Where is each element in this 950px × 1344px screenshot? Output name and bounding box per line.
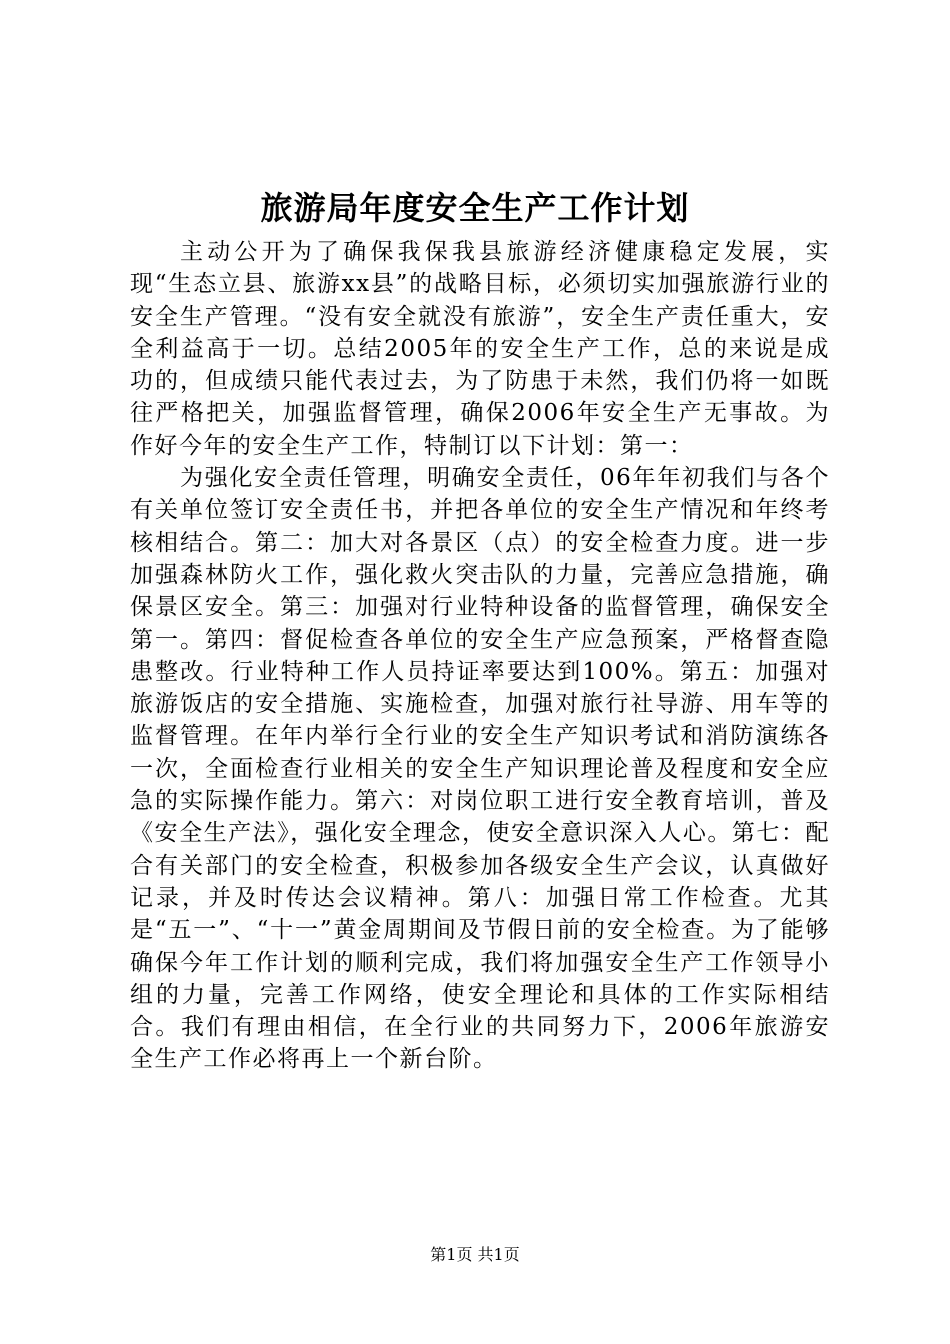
paragraph-plan-items: 为强化安全责任管理，明确安全责任，06年年初我们与各个有关单位签订安全责任书，并把各单位的安全生产情况和年终考核相结合。第二：加大对各景区（点）的安全检查力度。进一步加强森林防火工作，强化救火突击队的力量，完善应急措施，确保景区安全。第三：加强对行业特种设备的监督管理，确保安全第一。第四：督促检查各单位的安全生产应急预案，严格督查隐患整改。行业特种工作人员持证率要达到100%。第五：加强对旅游饭店的安全措施、实施检查，加强对旅行社导游、用车等的监督管理。在年内举行全行业的安全生产知识考试和消防演练各一次，全面检查行业相关的安全生产知识理论普及程度和安全应急的实际操作能力。第六：对岗位职工进行安全教育培训，普及《安全生产法》，强化安全理念，使安全意识深入人心。第七：配合有关部门的安全检查，积极参加各级安全生产会议，认真做好记录，并及时传达会议精神。第八：加强日常工作检查。尤其是“五一”、“十一”黄金周期间及节假日前的安全检查。为了能够确保今年工作计划的顺利完成，我们将加强安全生产工作领导小组的力量，完善工作网络，使安全理论和具体的工作实际相结合。我们有理由相信，在全行业的共同努力下，2006年旅游安全生产工作必将再上一个新台阶。 bbox=[130, 465, 830, 1073]
document-body bbox=[130, 236, 830, 1076]
paragraph-intro: 主动公开为了确保我保我县旅游经济健康稳定发展，实现“生态立县、旅游xx县”的战略目标，必须切实加强旅游行业的安全生产管理。“没有安全就没有旅游”，安全生产责任重大，安全利益高于一切。总结2005年的安全生产工作，总的来说是成功的，但成绩只能代表过去，为了防患于未然，我们仍将一如既往严格把关，加强监督管理，确保2006年安全生产无事故。为作好今年的安全生产工作，特制订以下计划：第一： bbox=[130, 239, 830, 459]
page-footer: 第1页 共1页 bbox=[430, 1245, 520, 1264]
document-title: 旅游局年度安全生产工作计划 bbox=[260, 189, 690, 227]
